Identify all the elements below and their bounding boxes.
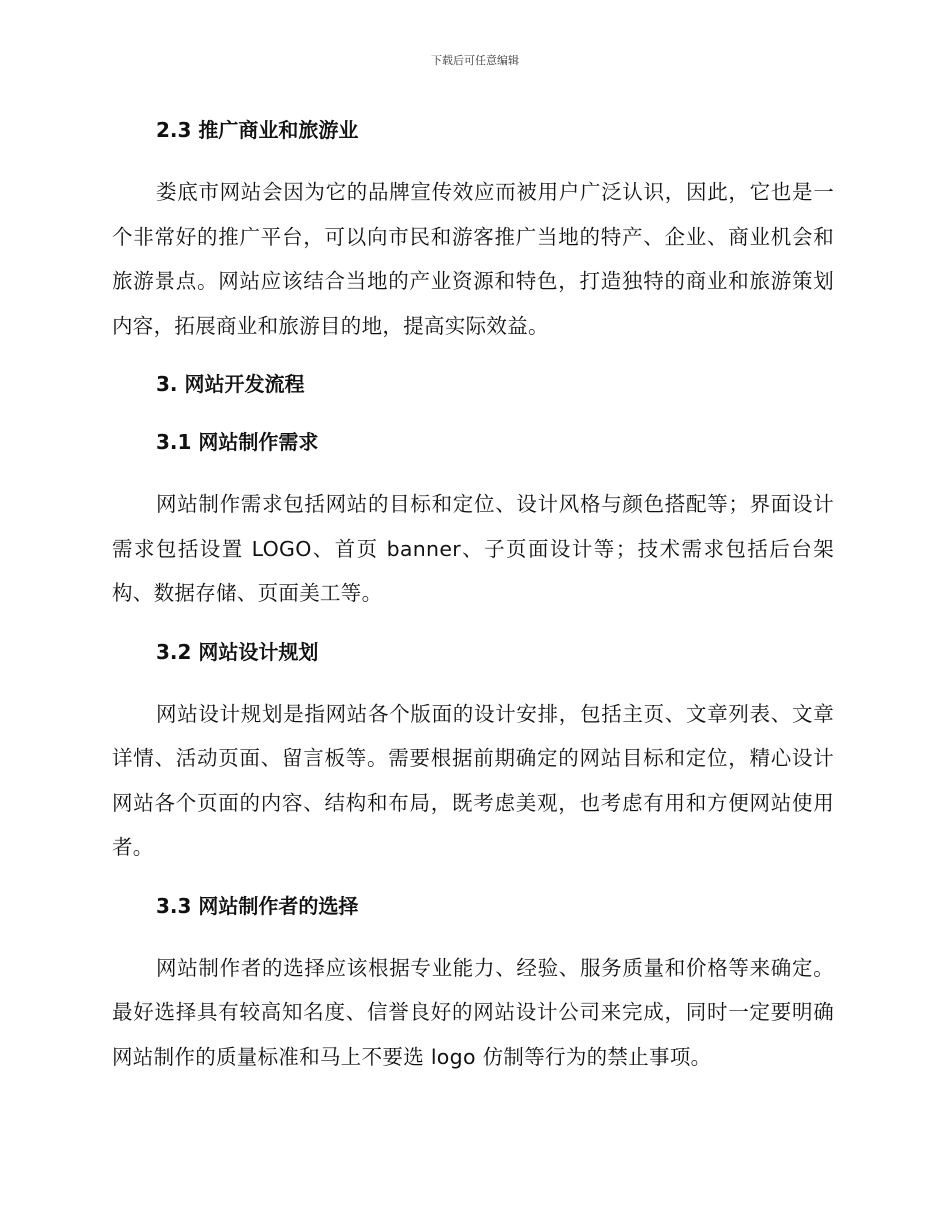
page-header: 下载后可任意编辑 [431, 54, 519, 67]
document-body [112, 112, 834, 1079]
section-3-1-body: 网站制作需求包括网站的目标和定位、设计风格与颜色搭配等；界面设计需求包括设置 LOGO、首页 banner、子页面设计等；技术需求包括后台架构、数据存储、页面美工等。 [112, 492, 834, 605]
section-2-3-body: 娄底市网站会因为它的品牌宣传效应而被用户广泛认识，因此，它也是一个非常好的推广平台，可以向市民和游客推广当地的特产、企业、商业机会和旅游景点。网站应该结合当地的产业资源和特色，打造独特的商业和旅游策划内容，拓展商业和旅游目的地，提高实际效益。 [112, 180, 834, 338]
section-3-3-body: 网站制作者的选择应该根据专业能力、经验、服务质量和价格等来确定。最好选择具有较高知名度、信誉良好的网站设计公司来完成，同时一定要明确网站制作的质量标准和马上不要选 logo 仿制等行为的禁止事项。 [112, 955, 834, 1069]
section-3-2-title: 3.2 网站设计规划 [156, 639, 319, 664]
section-3-2-body: 网站设计规划是指网站各个版面的设计安排，包括主页、文章列表、文章详情、活动页面、留言板等。需要根据前期确定的网站目标和定位，精心设计网站各个页面的内容、结构和布局，既考虑美观，也考虑有用和方便网站使用者。 [112, 701, 834, 859]
section-3-title: 3. 网站开发流程 [156, 372, 305, 396]
section-3-3-title: 3.3 网站制作者的选择 [156, 893, 359, 918]
section-3-1-title: 3.1 网站制作需求 [156, 430, 319, 454]
section-2-3-title: 2.3 推广商业和旅游业 [156, 118, 359, 142]
